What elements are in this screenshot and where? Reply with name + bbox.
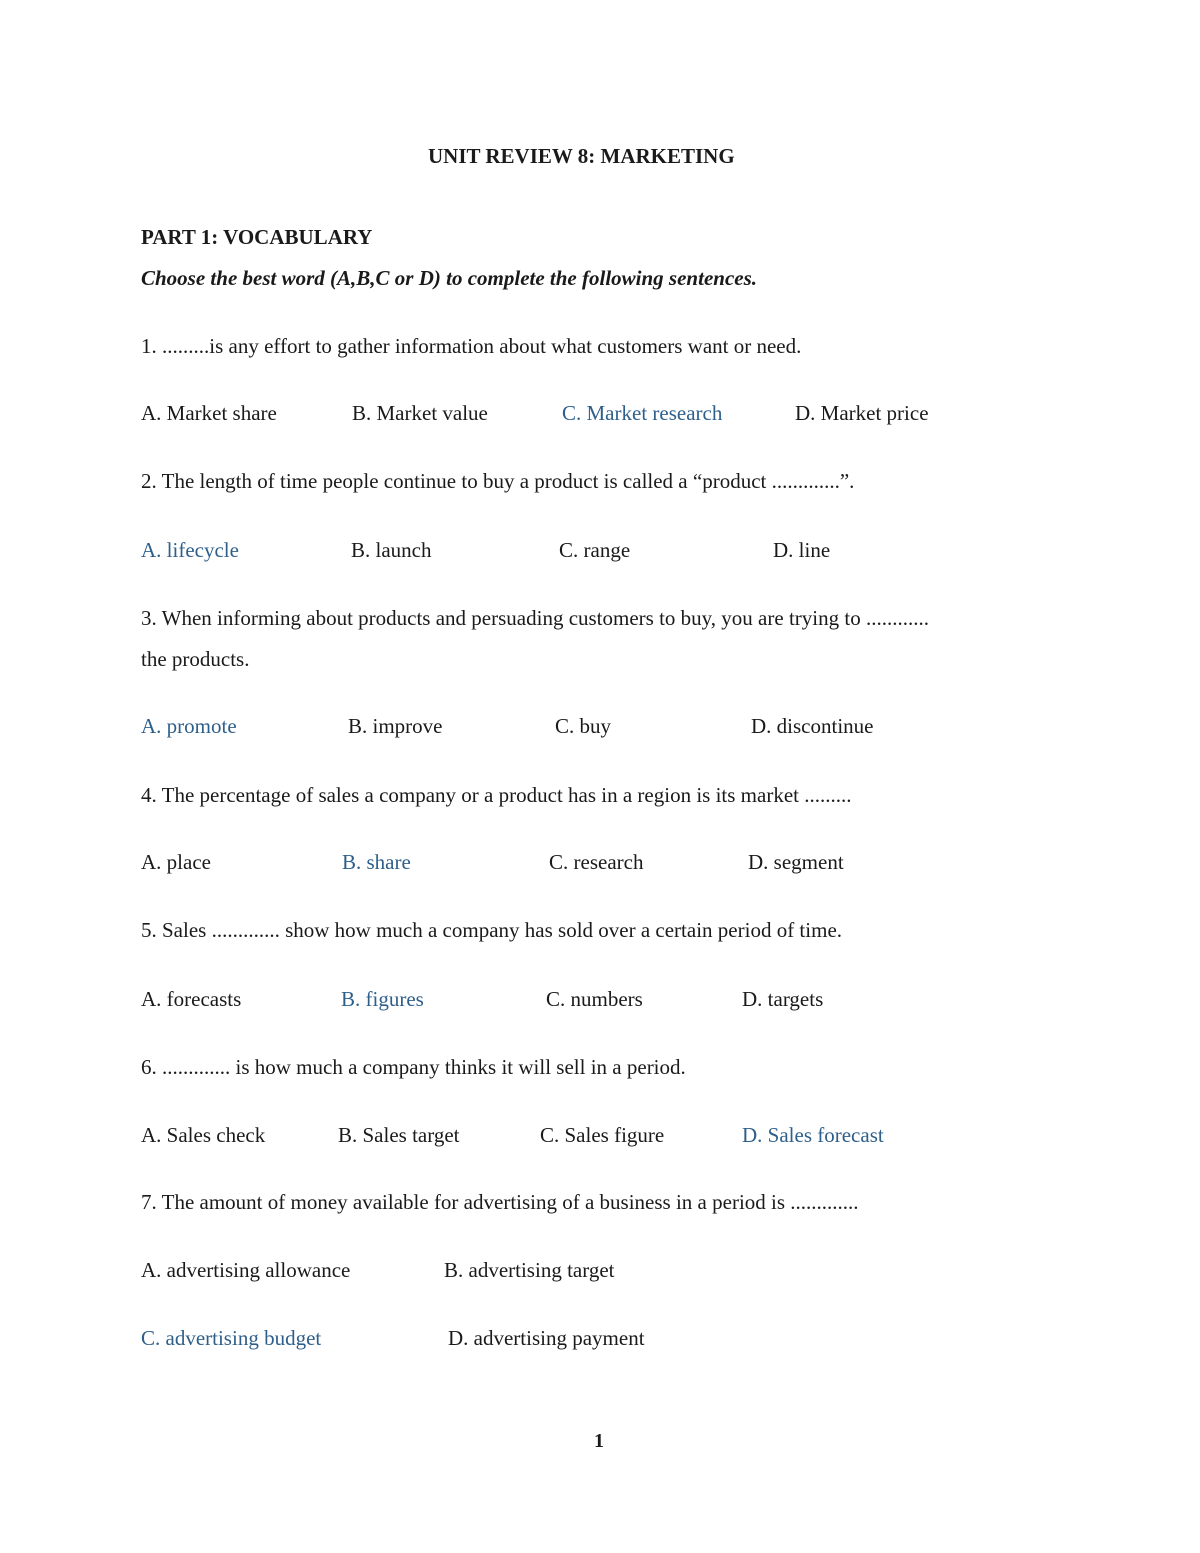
question-4-option-b: B. share — [342, 850, 411, 874]
question-3-option-c: C. buy — [555, 714, 612, 738]
question-4-option-a: A. place — [141, 850, 211, 874]
question-1-option-a: A. Market share — [141, 401, 277, 425]
question-5-option-d: D. targets — [742, 987, 824, 1011]
question-5-option-b: B. figures — [341, 987, 424, 1011]
question-1-option-b: B. Market value — [352, 401, 488, 425]
question-3-option-d: D. discontinue — [751, 714, 874, 738]
question-7-option-d: D. advertising payment — [448, 1326, 645, 1350]
question-3-stem-line-1: 3. When informing about products and persuading customers to buy, you are trying to ............ — [141, 606, 929, 630]
question-2-option-b: B. launch — [351, 538, 432, 562]
question-2-stem: 2. The length of time people continue to buy a product is called a “product .............”. — [141, 469, 855, 493]
question-5-option-c: C. numbers — [546, 987, 643, 1011]
instruction-text: Choose the best word (A,B,C or D) to complete the following sentences. — [141, 266, 758, 290]
question-6-option-c: C. Sales figure — [540, 1123, 665, 1147]
question-6-option-d: D. Sales forecast — [742, 1123, 884, 1147]
question-1-option-c: C. Market research — [562, 401, 723, 425]
question-6-option-b: B. Sales target — [338, 1123, 460, 1147]
question-5-option-a: A. forecasts — [141, 987, 242, 1011]
question-4-option-c: C. research — [549, 850, 644, 874]
question-5-stem: 5. Sales ............. show how much a company has sold over a certain period of time. — [141, 918, 843, 942]
question-6-stem: 6. ............. is how much a company thinks it will sell in a period. — [141, 1055, 686, 1079]
question-3-option-a: A. promote — [141, 714, 237, 738]
question-1-stem: 1. .........is any effort to gather information about what customers want or need. — [141, 334, 802, 358]
question-7-stem: 7. The amount of money available for advertising of a business in a period is ............. — [141, 1190, 859, 1214]
document-title: UNIT REVIEW 8: MARKETING — [428, 144, 735, 168]
question-4-stem: 4. The percentage of sales a company or a product has in a region is its market ......... — [141, 783, 852, 807]
question-2-option-d: D. line — [773, 538, 831, 562]
question-2-option-a: A. lifecycle — [141, 538, 239, 562]
question-4-option-d: D. segment — [748, 850, 844, 874]
question-3-stem-line-2: the products. — [141, 647, 250, 671]
page-number: 1 — [594, 1430, 604, 1452]
question-1-option-d: D. Market price — [795, 401, 929, 425]
question-7-option-c: C. advertising budget — [141, 1326, 322, 1350]
question-6-option-a: A. Sales check — [141, 1123, 266, 1147]
question-3-option-b: B. improve — [348, 714, 443, 738]
part-heading: PART 1: VOCABULARY — [141, 225, 373, 249]
question-7-option-b: B. advertising target — [444, 1258, 615, 1282]
question-7-option-a: A. advertising allowance — [141, 1258, 351, 1282]
question-2-option-c: C. range — [559, 538, 631, 562]
